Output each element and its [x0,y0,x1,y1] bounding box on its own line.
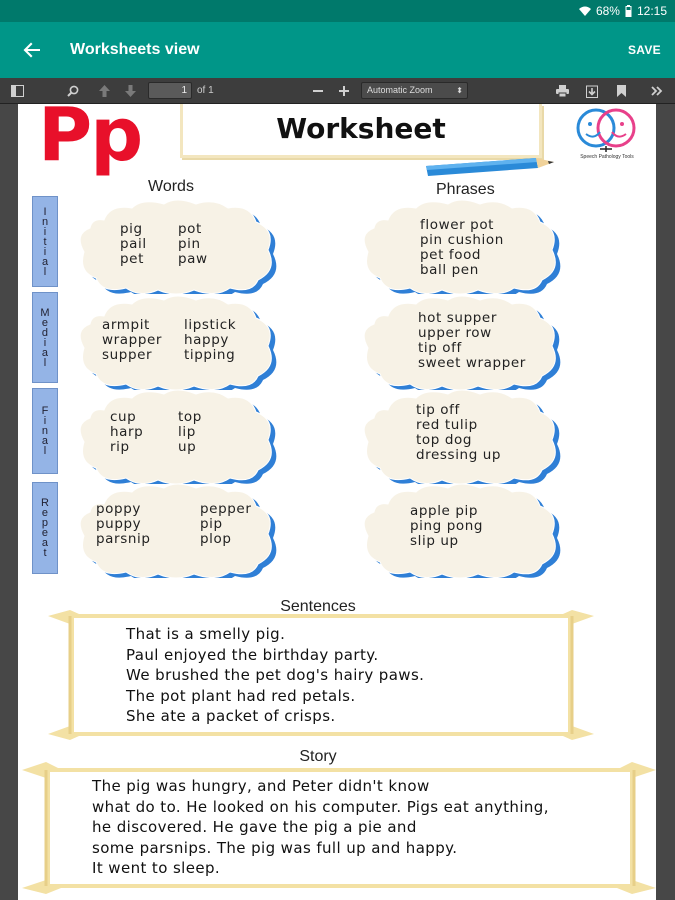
search-icon [67,85,79,97]
list-item: sweet wrapper [418,355,526,371]
zoom-out-button[interactable] [310,82,326,100]
phrases-final [416,403,501,463]
list-item: ball pen [420,262,479,278]
words-initial-right [178,222,208,267]
arrow-back-icon [23,41,41,59]
list-item: top dog [416,432,473,448]
app-bar [0,22,675,78]
list-item: puppy [96,516,142,532]
arrow-up-icon [99,85,110,97]
list-item: dressing up [416,447,502,463]
next-page-button[interactable] [122,82,138,100]
story-text [92,776,549,879]
list-item: The pot plant had red petals. [126,686,356,705]
plus-icon [339,86,349,96]
tab-final [32,388,58,474]
page-count: of 1 [197,85,214,96]
phrases-repeat [410,504,483,549]
arrow-down-icon [125,85,136,97]
list-item: flower pot [420,217,495,233]
list-item: ping pong [410,518,484,534]
list-item: poppy [96,501,141,517]
phrases-medial [418,311,526,371]
words-final-right [178,410,202,455]
list-item: hot supper [418,310,497,326]
list-item: pip [200,516,223,532]
phrases-heading: Phrases [436,181,495,198]
list-item: slip up [410,533,459,549]
list-item: It went to sleep. [92,859,221,878]
list-item: red tulip [416,417,478,433]
list-item: pig [120,221,143,237]
tab-medial [32,292,58,383]
list-item: tip off [418,340,462,356]
sentences-heading: Sentences [280,598,356,615]
list-item: some parsnips. The pig was full up and happy. [92,838,458,857]
page-title: Worksheets view [70,41,200,58]
battery-level: 68% [595,4,620,18]
pdf-page [18,104,656,900]
list-item: rip [110,439,130,455]
list-item: up [178,439,197,455]
list-item: pet food [420,247,482,263]
previous-page-button[interactable] [96,82,112,100]
list-item: pin [178,236,201,252]
tab-label: R e p e a t [41,497,49,559]
list-item: pail [120,236,147,252]
sidebar-toggle-button[interactable] [8,82,26,100]
list-item: lip [178,424,196,440]
words-repeat-left [96,502,151,547]
tab-repeat [32,482,58,574]
printer-icon [556,85,569,97]
sentences-list [126,624,424,727]
bookmark-icon [617,85,626,97]
updown-icon: ⬍ [456,86,463,95]
zoom-select[interactable] [361,82,468,99]
words-final-left [110,410,143,455]
save-button[interactable]: SAVE [628,43,661,57]
back-button[interactable] [0,22,64,78]
list-item: upper row [418,325,492,341]
phrases-initial [420,218,504,278]
sidebar-icon [11,85,24,97]
list-item: harp [110,424,144,440]
words-repeat-right [200,502,251,547]
list-item: paw [178,251,208,267]
tab-label: I n i t i a l [41,205,49,278]
logo-caption: Speech Pathology Tools [580,154,634,160]
pdf-toolbar [0,78,675,104]
pencil-icon [424,152,558,178]
find-button[interactable] [64,82,82,100]
list-item: apple pip [410,503,479,519]
list-item: lipstick [184,317,237,333]
worksheet-title: Worksheet [276,112,446,145]
list-item: That is a smelly pig. [126,625,286,643]
wifi-icon [579,6,591,16]
list-item: happy [184,332,229,348]
list-item: pin cushion [420,232,504,248]
page-number-input[interactable]: 1 [148,82,192,99]
words-medial-left [102,318,162,363]
list-item: pepper [200,501,252,517]
list-item: supper [102,347,153,363]
download-button[interactable] [583,82,601,100]
zoom-in-button[interactable] [336,82,352,100]
list-item: plop [200,531,232,547]
list-item: She ate a packet of crisps. [126,707,336,726]
words-heading: Words [148,178,194,195]
print-button[interactable] [553,82,571,100]
bookmark-button[interactable] [613,82,629,100]
story-heading: Story [299,748,337,765]
list-item: parsnip [96,531,151,547]
words-initial-left [120,222,147,267]
speech-pathology-logo [570,106,646,154]
tab-initial [32,196,58,287]
zoom-value: Automatic Zoom [367,85,433,95]
list-item: pot [178,221,202,237]
list-item: The pig was hungry, and Peter didn't know [92,777,430,795]
tab-label: F i n a l [41,405,49,457]
worksheet-letter: Pp [38,104,142,178]
list-item: tip off [416,402,460,418]
list-item: top [178,409,202,425]
download-icon [586,85,598,98]
list-item: what do to. He looked on his computer. Pigs eat anything, [92,797,549,816]
list-item: cup [110,409,137,425]
tools-button[interactable] [648,82,666,100]
list-item: he discovered. He gave the pig a pie and [92,818,417,837]
list-item: We brushed the pet dog's hairy paws. [126,666,425,685]
list-item: Paul enjoyed the birthday party. [126,645,379,664]
words-medial-right [184,318,236,363]
list-item: pet [120,251,144,267]
tab-label: M e d i a l [40,306,50,369]
double-chevron-right-icon [651,86,663,96]
status-bar [0,0,675,22]
list-item: armpit [102,317,150,333]
list-item: tipping [184,347,236,363]
clock: 12:15 [636,4,667,18]
list-item: wrapper [102,332,163,348]
battery-icon [625,5,632,17]
minus-icon [313,86,323,96]
